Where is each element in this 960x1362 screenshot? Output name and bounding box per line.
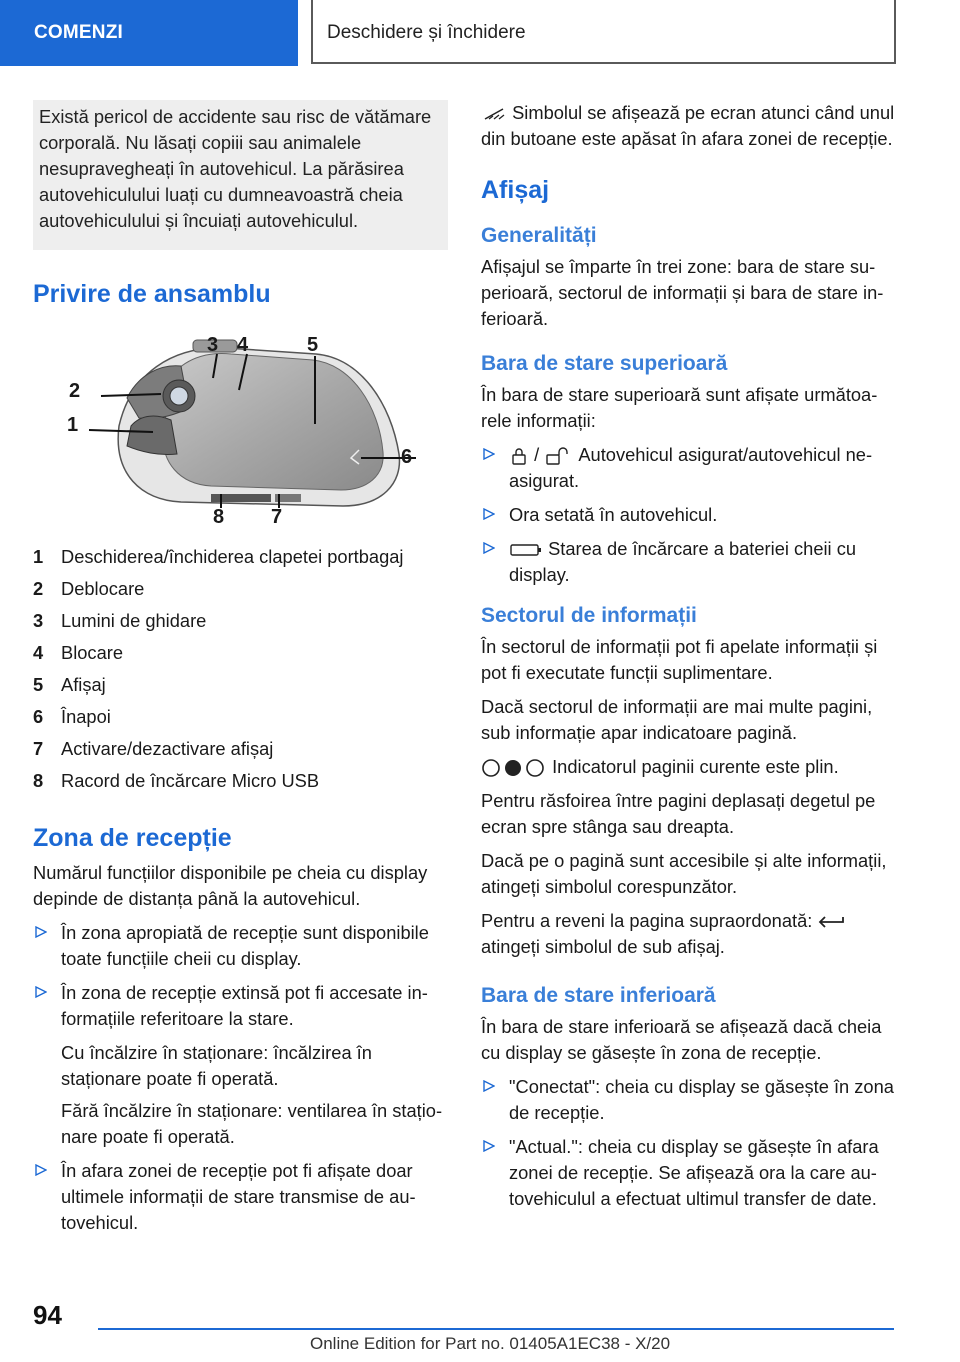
section-tab: COMENZI: [0, 0, 298, 66]
legend-item: 5 Afișaj: [33, 674, 106, 695]
overview-heading: Privire de ansamblu: [33, 280, 271, 308]
list-item: În afara zonei de recepție pot fi afișate doar ultimele informații de stare transmise de autovehicul.: [33, 1158, 448, 1236]
lock-open-icon: [544, 446, 574, 466]
legend-item: 1 Deschiderea/închiderea clapetei portbagaj: [33, 546, 404, 567]
info-p4: Pentru răsfoirea între pagini deplasați degetul pe ecran spre stânga sau dreapta.: [481, 790, 876, 837]
legend-item: 3 Lumini de ghidare: [33, 610, 207, 631]
triangle-bullet-icon: [483, 1080, 495, 1092]
upper-bar-list: [481, 442, 896, 588]
warning-box: [33, 100, 448, 250]
info-sector-heading: Sectorul de informații: [481, 604, 697, 627]
reception-sub-2: Fără încălzire în staționare: ventilarea în staționare poate fi operată.: [61, 1100, 443, 1147]
callout-7: 7: [271, 506, 283, 528]
page-header: [0, 0, 960, 66]
callout-5: 5: [307, 334, 319, 356]
back-arrow-icon: [817, 913, 847, 931]
right-column: [481, 100, 896, 1220]
lower-bar-heading: Bara de stare inferioară: [481, 984, 716, 1007]
general-heading: Generalități: [481, 224, 597, 247]
battery-icon: [509, 542, 543, 558]
callout-1: 1: [67, 414, 79, 436]
callout-2: 2: [69, 380, 81, 402]
legend-item: 8 Racord de încărcare Micro USB: [33, 770, 320, 791]
reception-list: [33, 920, 448, 1032]
lock-closed-icon: [509, 446, 529, 466]
page-number: 94: [33, 1300, 62, 1330]
reception-intro: Numărul funcțiilor disponibile pe cheia cu display depinde de distanța până la autovehicul.: [33, 862, 428, 909]
callout-4: 4: [237, 334, 249, 356]
legend-list: [33, 544, 448, 800]
footer-divider: [98, 1328, 894, 1330]
info-p3: Indicatorul paginii curente este plin.: [481, 754, 896, 780]
triangle-bullet-icon: [483, 542, 495, 554]
legend-item: 4 Blocare: [33, 642, 123, 663]
footer-edition: Online Edition for Part no. 01405A1EC38 - X/20: [310, 1334, 671, 1353]
list-item: În zona de recepție extinsă pot fi accesate informațiile referitoare la stare.: [33, 980, 448, 1032]
triangle-bullet-icon: [35, 1164, 47, 1176]
triangle-bullet-icon: [483, 508, 495, 520]
list-item: "Actual.": cheia cu display se găsește în afara zonei de recepție. Se afișează ora la care autovehiculul a efectuat ultimul transfer de date.: [481, 1134, 896, 1212]
info-p2: Dacă sectorul de informații are mai multe pagini, sub informație apar indicatoare pagină.: [481, 696, 873, 743]
upper-bar-heading: Bara de stare superioară: [481, 352, 728, 375]
page-indicator-icon: [481, 758, 547, 778]
chapter-title: Deschidere și închidere: [311, 0, 896, 64]
key-figure: [61, 334, 416, 528]
reception-list-2: [33, 1158, 448, 1236]
lower-bar-intro: În bara de stare inferioară se afișează dacă cheia cu display se găsește în zona de recepție.: [481, 1016, 882, 1063]
legend-item: 6 Înapoi: [33, 706, 111, 727]
list-item: / Autovehicul asigurat/autovehicul neasigurat.: [481, 442, 896, 494]
legend-item: 7 Activare/dezactivare afișaj: [33, 738, 274, 759]
warning-text: Există pericol de accidente sau risc de vătămare corporală. Nu lăsați copiii sau animalele nesupravegheați în autovehicul. La părăsirea autovehiculului luați cu dumneavoastră cheia autovehiculului și încuiați autovehiculul.: [39, 106, 432, 231]
list-item: "Conectat": cheia cu display se găsește în zona de recepție.: [481, 1074, 896, 1126]
list-item: Ora setată în autovehicul.: [481, 502, 896, 528]
callout-3: 3: [207, 334, 219, 356]
info-p6: Pentru a reveni la pagina supraordonată: atingeți simbolul de sub afișaj.: [481, 908, 896, 960]
upper-bar-intro: În bara de stare superioară sunt afișate următoarele informații:: [481, 384, 878, 431]
info-p5: Dacă pe o pagină sunt accesibile și alte informații, atingeți simbolul corespunzător.: [481, 850, 887, 897]
symbol-note: Simbolul se afișează pe ecran atunci când unul din butoane este apăsat în afara zonei de recepție.: [481, 102, 895, 149]
triangle-bullet-icon: [483, 448, 495, 460]
lower-bar-list: [481, 1074, 896, 1212]
triangle-bullet-icon: [483, 1140, 495, 1152]
triangle-bullet-icon: [35, 986, 47, 998]
triangle-bullet-icon: [35, 926, 47, 938]
list-item: În zona apropiată de recepție sunt disponibile toate funcțiile cheii cu display.: [33, 920, 448, 972]
list-item: Starea de încărcare a bateriei cheii cu display.: [481, 536, 896, 588]
reception-sub-1: Cu încălzire în staționare: încălzirea în staționare poate fi operată.: [61, 1042, 372, 1089]
callout-8: 8: [213, 506, 225, 528]
callout-6: 6: [401, 446, 413, 468]
display-heading: Afișaj: [481, 176, 550, 204]
legend-item: 2 Deblocare: [33, 578, 145, 599]
info-p1: În sectorul de informații pot fi apelate informații și pot fi executate funcții suplimentare.: [481, 636, 878, 683]
general-text: Afișajul se împarte în trei zone: bara de stare superioară, sectorul de informații și bara de stare inferioară.: [481, 256, 884, 329]
reception-heading: Zona de recepție: [33, 824, 232, 852]
left-column: [33, 100, 448, 1244]
display-key-illustration: [61, 334, 416, 524]
no-signal-icon: [481, 105, 507, 123]
